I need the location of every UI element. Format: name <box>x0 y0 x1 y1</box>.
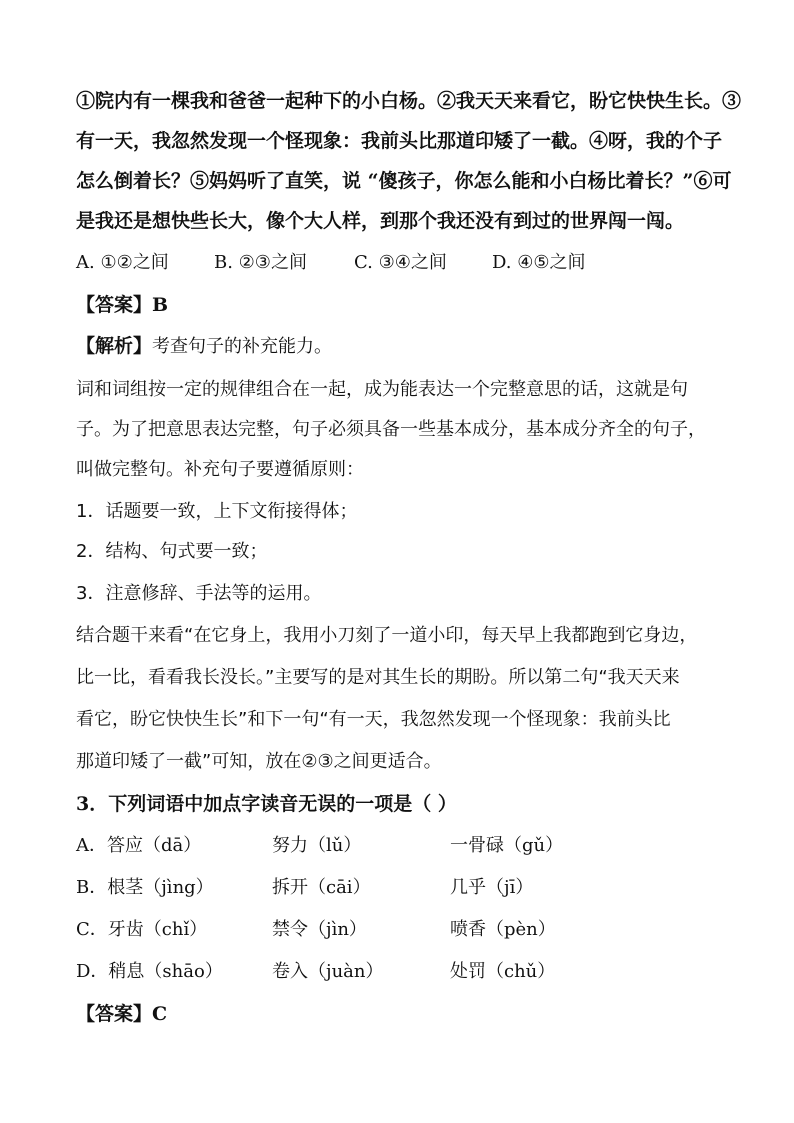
q3-row-b-word-3: 几乎（jī） <box>450 877 534 898</box>
passage-line-3: 怎么倒着长？⑤妈妈听了直笑，说 “傻孩子，你怎么能和小白杨比着长？”⑥可 <box>76 170 732 192</box>
q3-answer: 【答案】C <box>76 1003 168 1025</box>
q3-row-c-word-1: C．牙齿（chǐ） <box>76 919 208 940</box>
q2-analysis-line-7: 结合题干来看“在它身上，我用小刀刻了一道小印，每天早上我都跑到它身边， <box>76 625 698 646</box>
q2-option-c: C. ③④之间 <box>354 252 447 273</box>
q3-row-c-word-3: 喷香（pèn） <box>450 919 556 940</box>
q3-row-a-word-2: 努力（lǔ） <box>272 835 362 856</box>
q3-row-c-word-2: 禁令（jìn） <box>272 919 367 940</box>
q3-row-b-word-2: 拆开（cāi） <box>272 877 371 898</box>
q2-analysis-line-8: 比一比，看看我长没长。”主要写的是对其生长的期盼。所以第二句“我天天来 <box>76 667 680 688</box>
q2-analysis-line-5: 2．结构、句式要一致； <box>76 541 268 562</box>
q3-row-d-word-2: 卷入（juàn） <box>272 961 384 982</box>
passage-line-4: 是我还是想快些长大，像个大人样，到那个我还没有到过的世界闯一闯。 <box>76 210 685 232</box>
q3-row-a-word-1: A．答应（dā） <box>76 835 202 856</box>
q3-row-d-word-1: D．稍息（shāo） <box>76 961 223 982</box>
q2-option-b: B. ②③之间 <box>214 252 307 273</box>
q2-analysis-line-10: 那道印矮了一截”可知，放在②③之间更适合。 <box>76 751 442 772</box>
q2-analysis-line-4: 1．话题要一致，上下文衔接得体； <box>76 501 358 522</box>
q2-analysis-header <box>76 334 332 359</box>
q3-row-d-word-3: 处罚（chǔ） <box>450 961 556 982</box>
analysis-heading: 【解析】 <box>76 335 153 357</box>
q2-analysis-line-2: 子。为了把意思表达完整，句子必须具备一些基本成分，基本成分齐全的句子， <box>76 419 706 440</box>
q2-analysis-line-1: 词和词组按一定的规律组合在一起，成为能表达一个完整意思的话，这就是句 <box>76 379 688 400</box>
q2-analysis-line-3: 叫做完整句。补充句子要遵循原则： <box>76 459 364 480</box>
q2-option-d: D. ④⑤之间 <box>492 252 586 273</box>
q2-answer: 【答案】B <box>76 294 169 316</box>
q3-row-a-word-3: 一骨碌（gǔ） <box>450 835 564 856</box>
q3-row-b-word-1: B．根茎（jìng） <box>76 877 214 898</box>
q2-analysis-line-6: 3．注意修辞、手法等的运用。 <box>76 583 322 604</box>
passage-line-1: ①院内有一棵我和爸爸一起种下的小白杨。②我天天来看它，盼它快快生长。③ <box>76 90 742 112</box>
passage-line-2: 有一天，我忽然发现一个怪现象：我前头比那道印矮了一截。④呀，我的个子 <box>76 130 723 152</box>
q3-question: 3．下列词语中加点字读音无误的一项是（ ） <box>76 793 457 815</box>
q2-analysis-line-9: 看它，盼它快快生长”和下一句“有一天，我忽然发现一个怪现象：我前头比 <box>76 709 671 730</box>
analysis-intro: 考查句子的补充能力。 <box>152 336 333 357</box>
q2-option-a: A. ①②之间 <box>76 252 169 273</box>
